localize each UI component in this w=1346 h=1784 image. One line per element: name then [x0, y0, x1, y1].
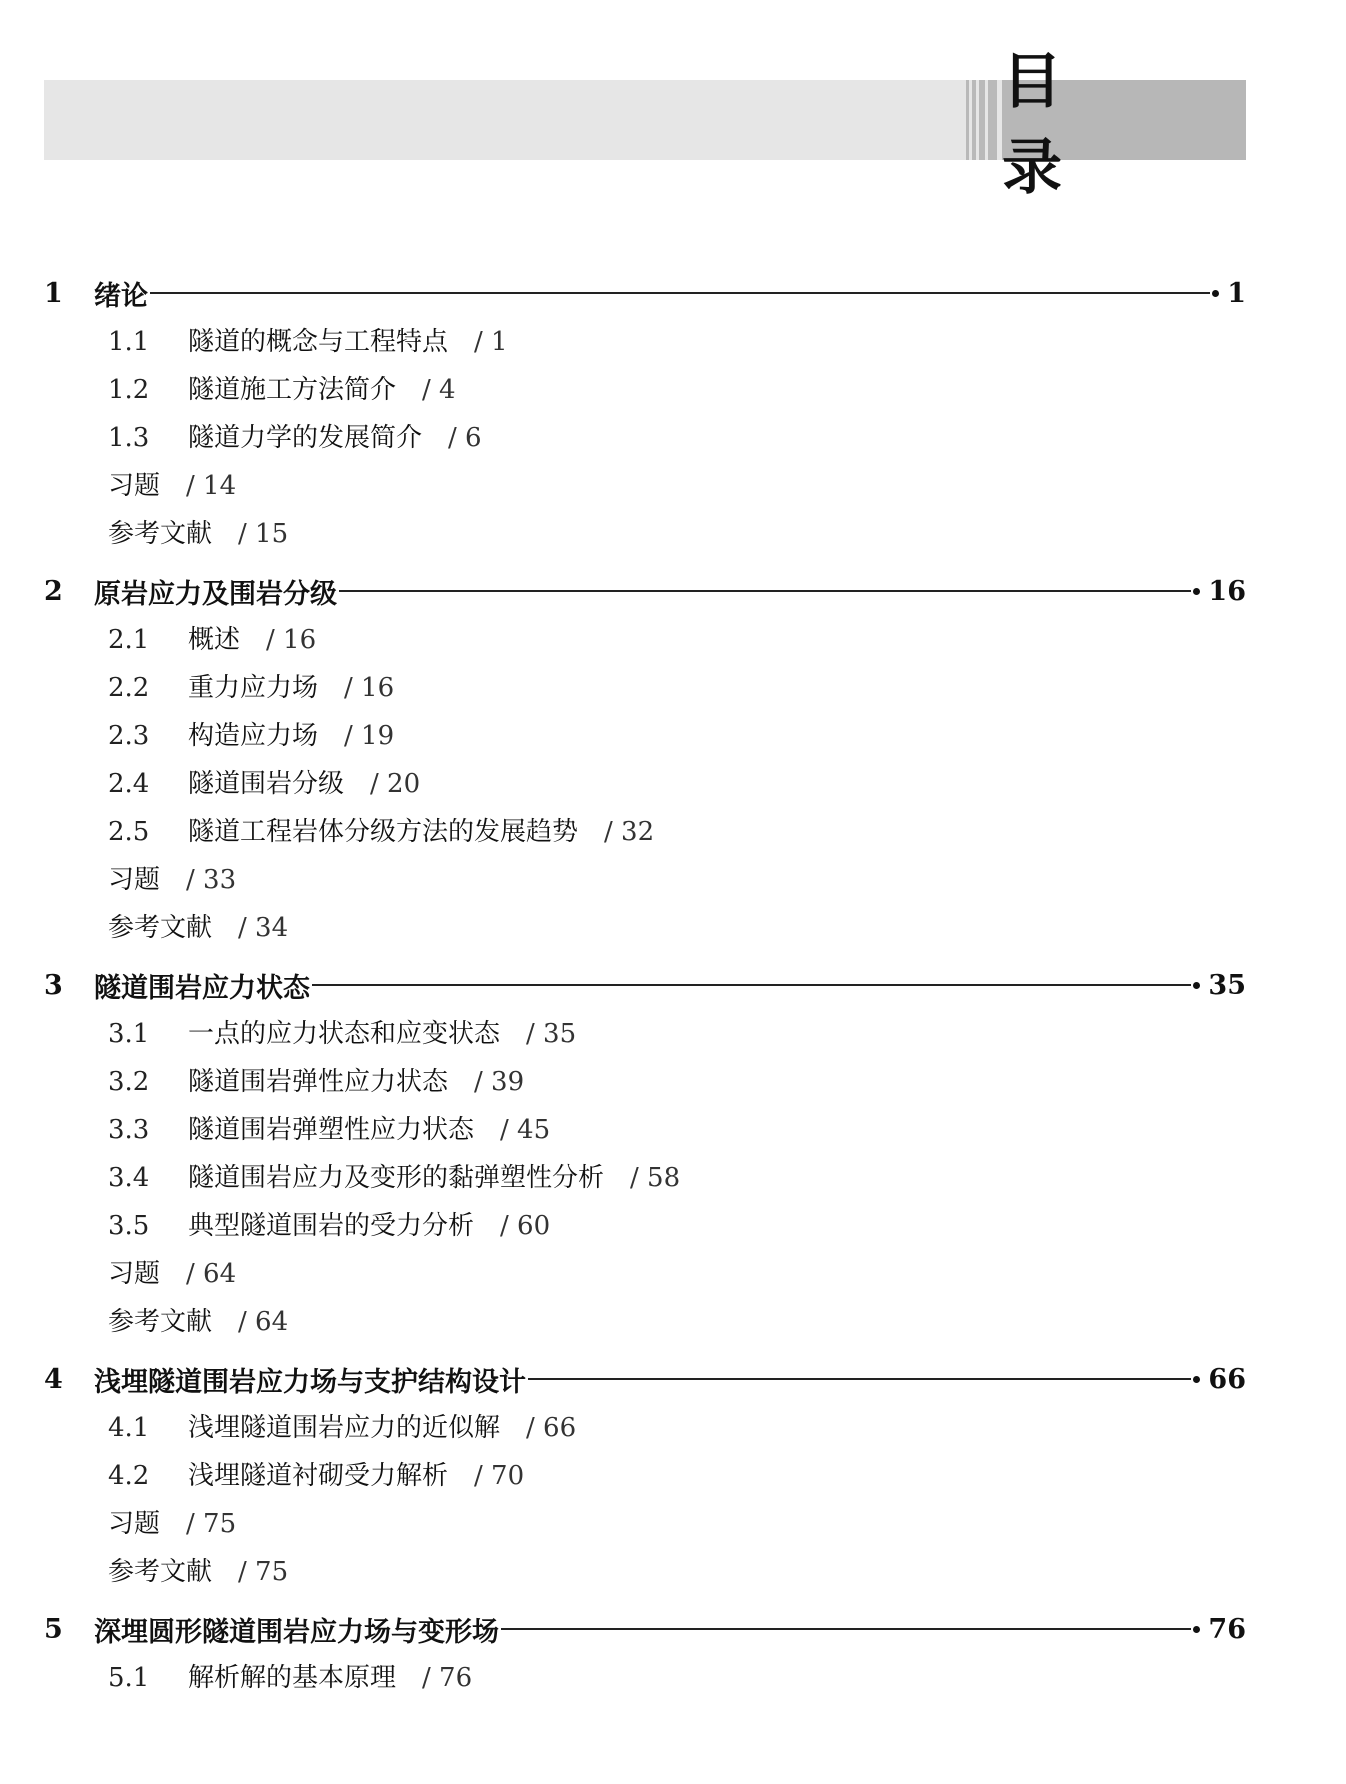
section-number: 3.3 [108, 1115, 150, 1145]
section-title: 浅埋隧道围岩应力的近似解 [188, 1413, 501, 1443]
chapter-page-number: 1 [1227, 277, 1246, 309]
header-decoration-bars [966, 80, 1000, 160]
extra-title: 习题 [108, 1509, 161, 1539]
chapter-page-number: 16 [1208, 575, 1246, 607]
section-page-number: / 58 [630, 1163, 681, 1193]
leader-end-dot [1193, 588, 1200, 595]
section-number: 3.5 [108, 1211, 150, 1241]
page-title-box [1002, 47, 1246, 203]
section-entry[interactable] [44, 1202, 1246, 1250]
leader-end-dot [1193, 1376, 1200, 1383]
extra-title: 参考文献 [108, 1557, 213, 1587]
section-title: 隧道围岩应力及变形的黏弹塑性分析 [188, 1163, 605, 1193]
section-entry[interactable] [44, 616, 1246, 664]
chapter-number: 5 [44, 1613, 63, 1645]
chapter-entry[interactable] [44, 960, 1246, 1010]
section-page-number: / 66 [526, 1413, 577, 1443]
dot-leader-line [501, 1628, 1191, 1630]
section-entry[interactable] [44, 1058, 1246, 1106]
section-number: 4.2 [108, 1461, 150, 1491]
extra-title: 参考文献 [108, 1307, 213, 1337]
section-title: 典型隧道围岩的受力分析 [188, 1211, 475, 1241]
dot-leader-line [312, 984, 1191, 986]
section-entry[interactable] [44, 1154, 1246, 1202]
extra-page-number: / 33 [186, 865, 237, 895]
extra-entry[interactable] [44, 1250, 1246, 1298]
section-page-number: / 19 [344, 721, 395, 751]
section-title: 隧道施工方法简介 [188, 375, 397, 405]
extra-title: 参考文献 [108, 913, 213, 943]
section-number: 4.1 [108, 1413, 150, 1443]
section-title: 隧道围岩弹塑性应力状态 [188, 1115, 475, 1145]
section-entry[interactable] [44, 1010, 1246, 1058]
extra-entry[interactable] [44, 904, 1246, 952]
chapter-entry[interactable] [44, 1604, 1246, 1654]
section-number: 2.1 [108, 625, 150, 655]
section-entry[interactable] [44, 760, 1246, 808]
section-number: 5.1 [108, 1663, 150, 1693]
section-number: 2.3 [108, 721, 150, 751]
chapter-page-number: 35 [1208, 969, 1246, 1001]
section-entry[interactable] [44, 414, 1246, 462]
section-number: 1.1 [108, 327, 150, 357]
section-title: 重力应力场 [188, 673, 319, 703]
dot-leader-line [339, 590, 1191, 592]
section-title: 隧道围岩弹性应力状态 [188, 1067, 449, 1097]
chapter-title: 浅埋隧道围岩应力场与支护结构设计 [94, 1366, 526, 1398]
chapter-title: 原岩应力及围岩分级 [94, 578, 337, 610]
section-page-number: / 16 [344, 673, 395, 703]
leader-end-dot [1212, 290, 1219, 297]
dot-leader-line [528, 1378, 1191, 1380]
section-title: 隧道的概念与工程特点 [188, 327, 449, 357]
chapter-title: 隧道围岩应力状态 [94, 972, 310, 1004]
chapter-number: 1 [44, 277, 63, 309]
section-number: 2.5 [108, 817, 150, 847]
section-title: 隧道工程岩体分级方法的发展趋势 [188, 817, 579, 847]
extra-entry[interactable] [44, 462, 1246, 510]
chapter-entry[interactable] [44, 1354, 1246, 1404]
section-page-number: / 1 [474, 327, 508, 357]
section-entry[interactable] [44, 366, 1246, 414]
extra-title: 习题 [108, 1259, 161, 1289]
section-number: 2.2 [108, 673, 150, 703]
section-title: 隧道力学的发展简介 [188, 423, 423, 453]
section-title: 浅埋隧道衬砌受力解析 [188, 1461, 449, 1491]
section-page-number: / 76 [422, 1663, 473, 1693]
chapter-page-number: 66 [1208, 1363, 1246, 1395]
section-page-number: / 4 [422, 375, 456, 405]
chapter-entry[interactable] [44, 566, 1246, 616]
section-page-number: / 35 [526, 1019, 577, 1049]
section-entry[interactable] [44, 1654, 1246, 1702]
section-entry[interactable] [44, 1404, 1246, 1452]
page-title: 目 录 [1002, 47, 1122, 203]
chapter-entry[interactable] [44, 268, 1246, 318]
extra-page-number: / 14 [186, 471, 237, 501]
extra-page-number: / 15 [238, 519, 289, 549]
section-page-number: / 60 [500, 1211, 551, 1241]
extra-page-number: / 75 [238, 1557, 289, 1587]
extra-page-number: / 75 [186, 1509, 237, 1539]
chapter-number: 4 [44, 1363, 63, 1395]
section-number: 3.2 [108, 1067, 150, 1097]
table-of-contents [44, 268, 1246, 1702]
section-number: 3.4 [108, 1163, 150, 1193]
extra-entry[interactable] [44, 510, 1246, 558]
leader-end-dot [1193, 982, 1200, 989]
section-page-number: / 70 [474, 1461, 525, 1491]
section-entry[interactable] [44, 664, 1246, 712]
section-entry[interactable] [44, 808, 1246, 856]
section-entry[interactable] [44, 712, 1246, 760]
extra-entry[interactable] [44, 1548, 1246, 1596]
section-number: 3.1 [108, 1019, 150, 1049]
section-number: 1.3 [108, 423, 150, 453]
section-title: 解析解的基本原理 [188, 1663, 397, 1693]
leader-end-dot [1193, 1626, 1200, 1633]
chapter-title: 绪论 [94, 280, 148, 312]
section-number: 2.4 [108, 769, 150, 799]
extra-title: 习题 [108, 471, 161, 501]
section-entry[interactable] [44, 1452, 1246, 1500]
section-page-number: / 39 [474, 1067, 525, 1097]
section-entry[interactable] [44, 318, 1246, 366]
extra-title: 参考文献 [108, 519, 213, 549]
extra-entry[interactable] [44, 1500, 1246, 1548]
chapter-number: 3 [44, 969, 63, 1001]
section-page-number: / 20 [370, 769, 421, 799]
section-page-number: / 16 [266, 625, 317, 655]
section-title: 构造应力场 [188, 721, 319, 751]
extra-page-number: / 64 [186, 1259, 237, 1289]
section-number: 1.2 [108, 375, 150, 405]
section-title: 概述 [188, 625, 241, 655]
chapter-page-number: 76 [1208, 1613, 1246, 1645]
extra-entry[interactable] [44, 856, 1246, 904]
dot-leader-line [150, 292, 1210, 294]
extra-title: 习题 [108, 865, 161, 895]
section-page-number: / 32 [604, 817, 655, 847]
chapter-title: 深埋圆形隧道围岩应力场与变形场 [94, 1616, 499, 1648]
section-title: 隧道围岩分级 [188, 769, 345, 799]
section-title: 一点的应力状态和应变状态 [188, 1019, 501, 1049]
chapter-number: 2 [44, 575, 63, 607]
extra-page-number: / 34 [238, 913, 289, 943]
extra-page-number: / 64 [238, 1307, 289, 1337]
extra-entry[interactable] [44, 1298, 1246, 1346]
section-entry[interactable] [44, 1106, 1246, 1154]
section-page-number: / 6 [448, 423, 482, 453]
section-page-number: / 45 [500, 1115, 551, 1145]
